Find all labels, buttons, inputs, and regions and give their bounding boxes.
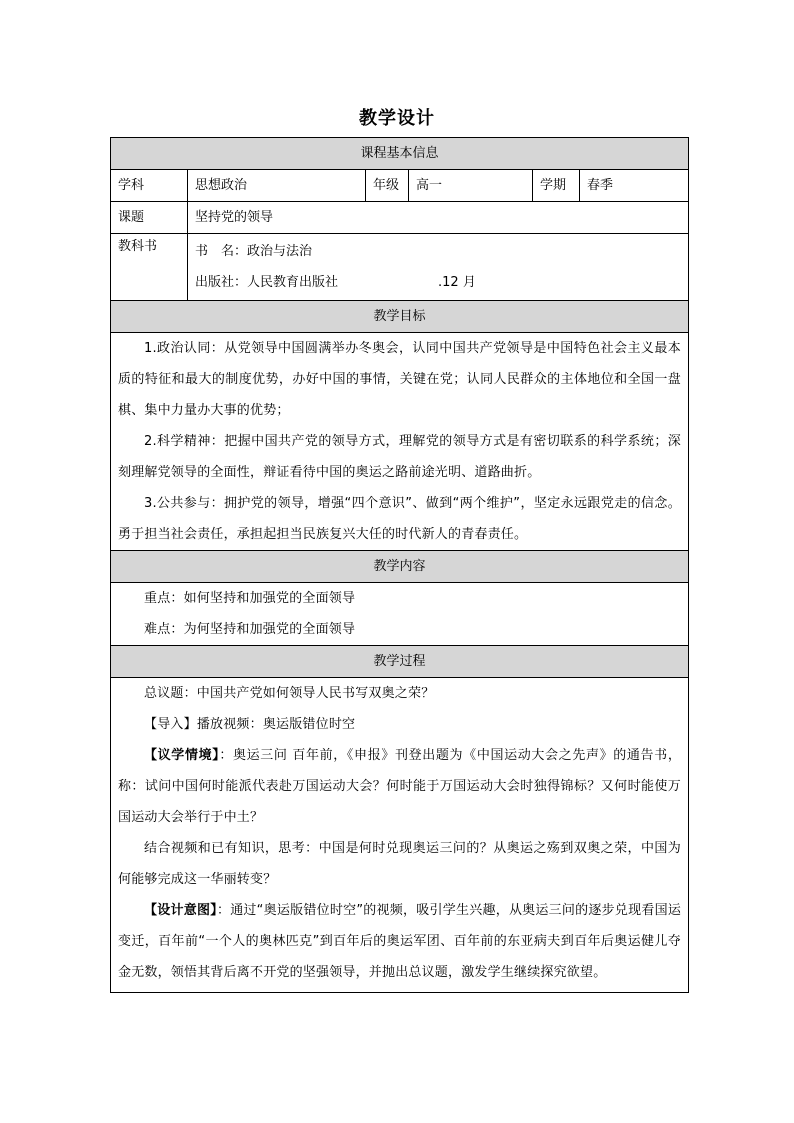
intro-label: 【导入】 bbox=[144, 717, 197, 732]
publisher-label: 出版社： bbox=[195, 275, 248, 290]
section-header-basic-info: 课程基本信息 bbox=[111, 138, 689, 170]
subject-label: 学科 bbox=[111, 170, 188, 202]
lesson-plan-table bbox=[110, 137, 689, 993]
publish-month: .12 月 bbox=[438, 275, 476, 290]
grade-value: 高一 bbox=[409, 170, 533, 202]
section-header-process: 教学过程 bbox=[111, 646, 689, 678]
objective-scientific-spirit: 2.科学精神：把握中国共产党的领导方式，理解党的领导方式是有密切联系的科学系统；深刻理解党领导的全面性，辩证看待中国的奥运之路前途光明、道路曲折。 bbox=[118, 434, 682, 480]
difficult-point: 难点：为何坚持和加强党的全面领导 bbox=[144, 622, 356, 637]
objective-political-identity: 1.政治认同：从党领导中国圆满举办冬奥会，认同中国共产党领导是中国特色社会主义最本质的特征和最大的制度优势，办好中国的事情，关键在党；认同人民群众的主体地位和全国一盘棋、集中力量办大事的优势； bbox=[118, 341, 682, 418]
term-label: 学期 bbox=[533, 170, 580, 202]
thinking-paragraph: 结合视频和已有知识，思考：中国是何时兑现奥运三问的？从奥运之殇到双奥之荣，中国为何能够完成这一华丽转变？ bbox=[118, 841, 682, 887]
process-cell bbox=[111, 678, 689, 993]
publisher-value: 人民教育出版社 bbox=[247, 275, 339, 290]
key-point: 重点：如何坚持和加强党的全面领导 bbox=[144, 591, 356, 606]
main-question: 总议题：中国共产党如何领导人民书写双奥之荣？ bbox=[144, 686, 435, 701]
design-paragraph bbox=[118, 895, 681, 988]
objective-public-participation: 3.公共参与：拥护党的领导，增强“四个意识”、做到“两个维护”，坚定永远跟党走的信念。勇于担当社会责任，承担起担当民族复兴大任的时代新人的青春责任。 bbox=[118, 496, 682, 542]
intro-text: 播放视频：奥运版错位时空 bbox=[196, 717, 356, 732]
section-header-content: 教学内容 bbox=[111, 551, 689, 583]
situation-text: ：奥运三问 百年前，《申报》刊登出题为《中国运动大会之先声》的通告书，称：试问中国何时能派代表赴万国运动大会？何时能于万国运动大会时独得锦标？又何时能使万国运动大会举行于中土？ bbox=[118, 748, 682, 825]
topic-value: 坚持党的领导 bbox=[188, 202, 689, 234]
textbook-details bbox=[188, 234, 689, 301]
document-title: 教学设计 bbox=[359, 108, 435, 129]
book-name-value: 政治与法治 bbox=[247, 244, 313, 259]
section-header-objectives: 教学目标 bbox=[111, 301, 689, 333]
topic-label: 课题 bbox=[111, 202, 188, 234]
situation-label: 【议学情境】 bbox=[144, 748, 220, 763]
objectives-cell bbox=[111, 333, 689, 551]
design-label: 【设计意图】 bbox=[144, 903, 217, 918]
content-cell bbox=[111, 583, 689, 646]
term-value: 春季 bbox=[580, 170, 689, 202]
design-text: ：通过“奥运版错位时空”的视频，吸引学生兴趣，从奥运三问的逐步兑现看国运变迁，百年前“一个人的奥林匹克”到百年后的奥运军团、百年前的东亚病夫到百年后奥运健儿夺金无数，领悟其背后离不开党的坚强领导，并抛出总议题，激发学生继续探究欲望。 bbox=[118, 903, 682, 980]
publisher-line bbox=[195, 267, 681, 298]
textbook-label: 教科书 bbox=[111, 234, 188, 301]
subject-value: 思想政治 bbox=[188, 170, 366, 202]
book-name-line bbox=[195, 236, 681, 267]
grade-label: 年级 bbox=[366, 170, 409, 202]
situation-paragraph bbox=[118, 740, 681, 833]
intro-paragraph bbox=[118, 709, 681, 740]
book-name-label: 书 名： bbox=[195, 244, 248, 259]
